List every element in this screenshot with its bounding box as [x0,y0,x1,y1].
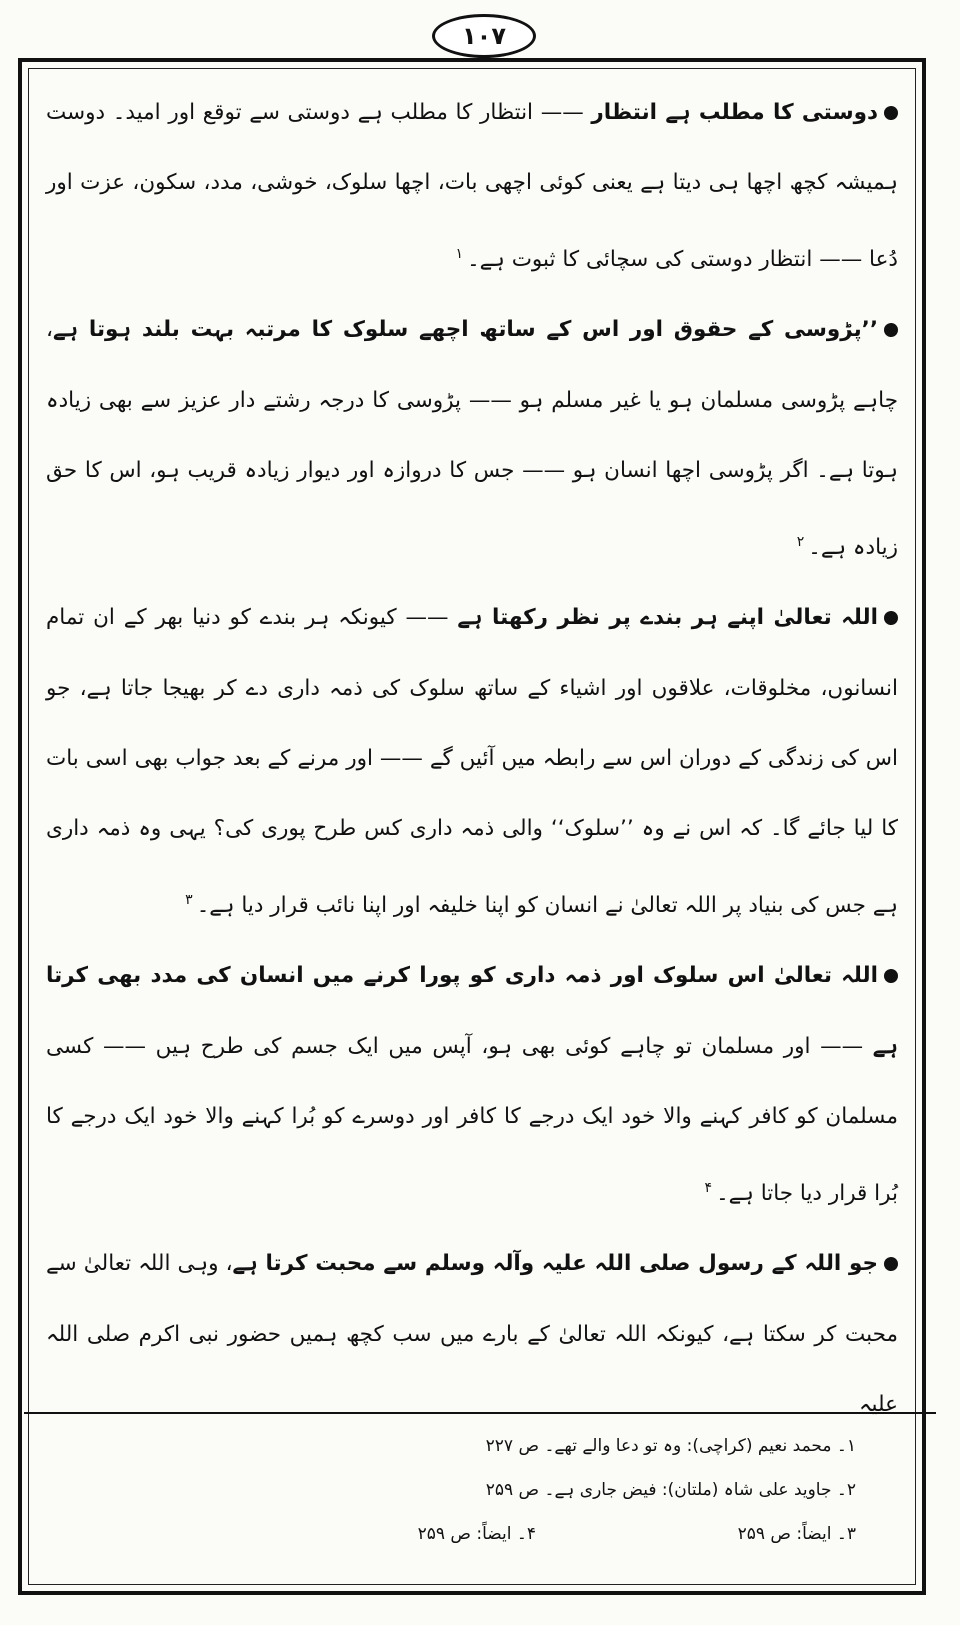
bullet-icon [884,969,898,983]
footnotes [60,1424,880,1556]
body-text [46,78,898,1440]
paragraph-text: —— کیونکہ ہر بندے کو دنیا بھر کے ان تمام انسانوں، مخلوقات، علاقوں اور اشیاء کے ساتھ سلوک کی ذمہ داری دے کر بھیجا جاتا ہے، جو اس کی زندگی کے دوران اس سے رابطہ میں آئیں گے —— اور مرنے کے بعد جواب بھی اسی بات کا لیا جائے گا۔ کہ اس نے وہ ’’سلوک‘‘ والی ذمہ داری کس طرح پوری کی؟ یہی وہ ذمہ داری ہے جس کی بنیاد پر اللہ تعالیٰ نے انسان کو اپنا خلیفہ اور اپنا نائب قرار دیا ہے۔ [46,605,898,918]
footnote-2: ۲۔ جاوید علی شاہ (ملتان): فیض جاری ہے۔ ص ۲۵۹ [485,1480,856,1500]
paragraph-text: —— اور مسلمان تو چاہے کوئی بھی ہو، آپس میں ایک جسم کی طرح ہیں —— کسی مسلمان کو کافر کہنے والا خود ایک درجے کا کافر اور دوسرے کو بُرا کہنے والا خود ایک درجے کا بُرا قرار دیا جاتا ہے۔ [46,1033,898,1206]
bullet-icon [884,1257,898,1271]
paragraph-lead: دوستی کا مطلب ہے انتظار [591,100,878,125]
paragraph-1 [46,78,898,295]
footnote-ref: ۲ [796,533,805,550]
footnote-ref: ۴ [704,1179,713,1196]
paragraph-4 [46,941,898,1229]
paragraph-3 [46,583,898,941]
bullet-icon [884,323,898,337]
footnote-4: ۴۔ ایضاً: ص ۲۵۹ [417,1524,536,1544]
paragraph-lead: جو اللہ کے رسول صلی اللہ علیہ وآلہ وسلم سے محبت کرتا ہے [232,1251,878,1277]
page-number: ۱۰۷ [432,14,536,58]
paragraph-text: ، چاہے پڑوسی مسلمان ہو یا غیر مسلم ہو —— پڑوسی کا درجہ رشتے دار عزیز سے بھی زیادہ ہوتا ہے۔ اگر پڑوسی اچھا انسان ہو —— جس کا دروازہ اور دیوار زیادہ قریب ہو، اس کا حق زیادہ ہے۔ [46,317,898,560]
paragraph-text: —— انتظار کا مطلب ہے دوستی سے توقع اور امید۔ دوست ہمیشہ کچھ اچھا ہی دیتا ہے یعنی کوئی اچھی بات، اچھا سلوک، خوشی، مدد، سکون، عزت اور دُعا —— انتظار دوستی کی سچائی کا ثبوت ہے۔ [46,100,898,272]
paragraph-5 [46,1229,898,1440]
bullet-icon [884,611,898,625]
footnote-1: ۱۔ محمد نعیم (کراچی): وہ تو دعا والے تھے۔ ص ۲۲۷ [485,1436,856,1456]
bullet-icon [884,106,898,120]
paragraph-2 [46,295,898,583]
footnote-divider [24,1412,936,1414]
footnote-row-3-4 [60,1512,856,1556]
paragraph-lead: ’’پڑوسی کے حقوق اور اس کے ساتھ اچھے سلوک کا مرتبہ بہت بلند ہوتا ہے [52,317,878,343]
paragraph-lead: اللہ تعالیٰ اس سلوک اور ذمہ داری کو پورا کرنے میں انسان کی مدد بھی کرتا ہے [46,963,898,1059]
footnote-ref: ۳ [185,891,193,908]
footnote-3: ۳۔ ایضاً: ص ۲۵۹ [737,1524,856,1544]
paragraph-text: ، وہی اللہ تعالیٰ سے محبت کر سکتا ہے، کیونکہ اللہ تعالیٰ کے بارے میں سب کچھ ہمیں حضور نبی اکرم صلی اللہ علیہ [46,1251,898,1417]
paragraph-lead: اللہ تعالیٰ اپنے ہر بندے پر نظر رکھتا ہے [457,605,878,631]
footnote-ref: ۱ [455,245,464,262]
